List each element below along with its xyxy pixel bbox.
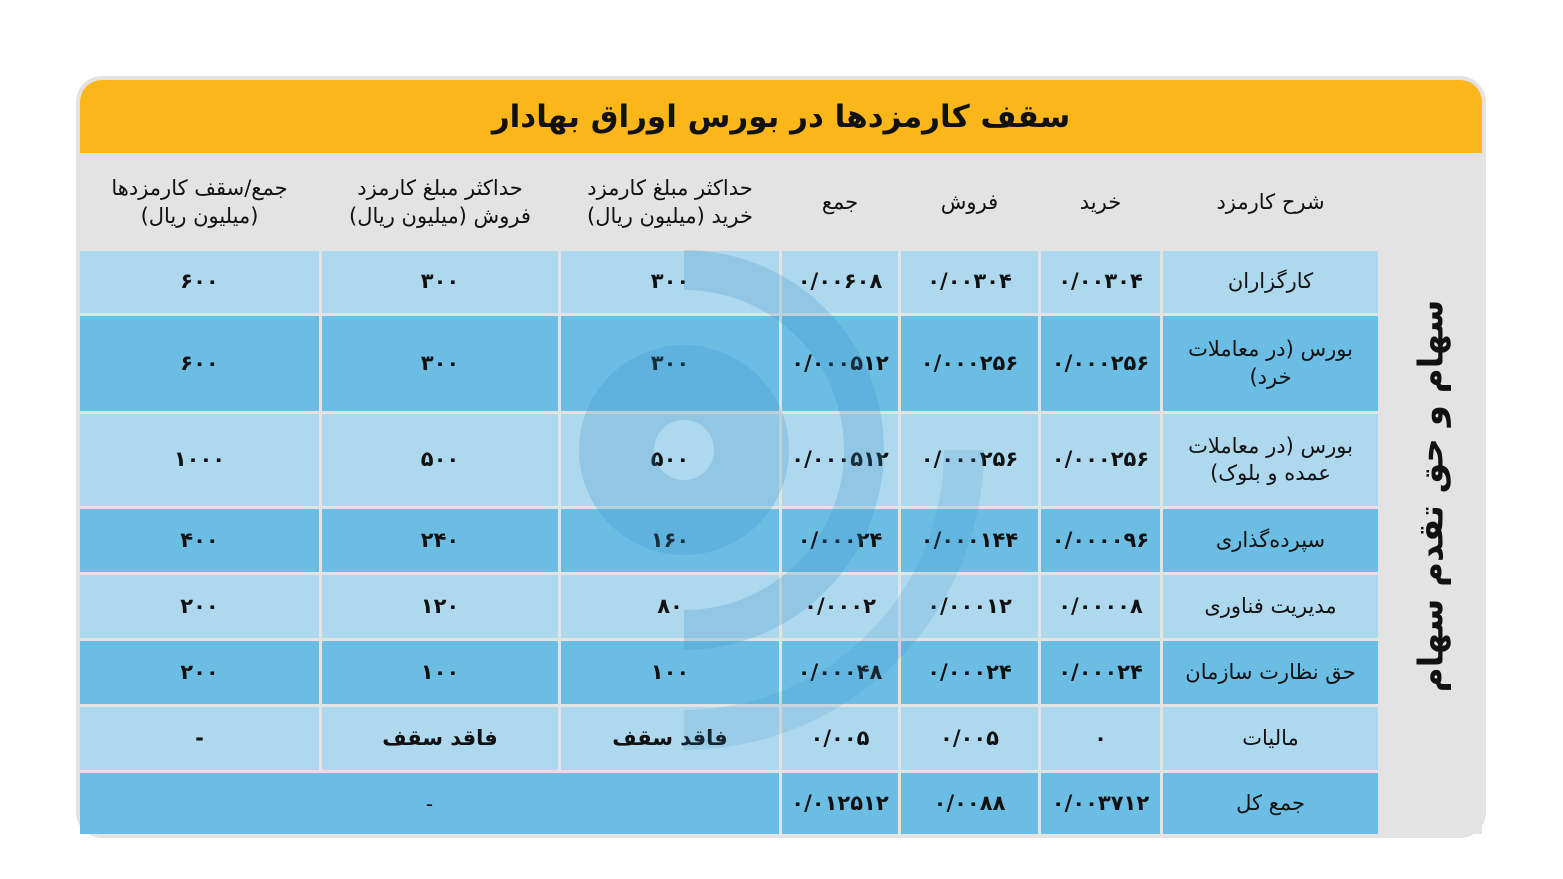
header-buy: خرید <box>1041 157 1160 248</box>
total-sell: ۰/۰۰۸۸ <box>901 773 1038 834</box>
cell-cap-sum: ۶۰۰ <box>80 316 319 411</box>
cell-max-buy: فاقد سقف <box>561 707 779 770</box>
cell-sell: ۰/۰۰۰۱۴۴ <box>901 509 1038 572</box>
cell-max-buy: ۳۰۰ <box>561 251 779 313</box>
title-bar <box>80 80 1482 153</box>
cell-cap-sum: ۶۰۰ <box>80 251 319 313</box>
cell-desc: حق نظارت سازمان <box>1163 641 1378 704</box>
cell-sum: ۰/۰۰۰۴۸ <box>782 641 898 704</box>
cell-sell: ۰/۰۰۰۲۵۶ <box>901 414 1038 506</box>
side-category <box>1381 157 1482 834</box>
cell-sum: ۰/۰۰۰۲ <box>782 575 898 638</box>
cell-max-sell: ۲۴۰ <box>322 509 558 572</box>
cell-sum: ۰/۰۰۵ <box>782 707 898 770</box>
cell-sum: ۰/۰۰۰۲۴ <box>782 509 898 572</box>
cell-buy: ۰/۰۰۰۲۵۶ <box>1041 414 1160 506</box>
cell-max-sell: ۳۰۰ <box>322 251 558 313</box>
cell-desc: مالیات <box>1163 707 1378 770</box>
cell-max-sell: ۵۰۰ <box>322 414 558 506</box>
cell-desc: سپرده‌گذاری <box>1163 509 1378 572</box>
cell-sum: ۰/۰۰۶۰۸ <box>782 251 898 313</box>
header-cap-sum: جمع/سقف کارمزدها (میلیون ریال) <box>80 157 319 248</box>
cell-max-sell: ۱۲۰ <box>322 575 558 638</box>
cell-buy: ۰/۰۰۰۰۹۶ <box>1041 509 1160 572</box>
header-desc: شرح کارمزد <box>1163 157 1378 248</box>
cell-desc: بورس (در معاملات عمده و بلوک) <box>1163 414 1378 506</box>
side-category-label: سهام و حق تقدم سهام <box>1411 299 1452 692</box>
cell-sell: ۰/۰۰۰۱۲ <box>901 575 1038 638</box>
header-max-sell: حداکثر مبلغ کارمزد فروش (میلیون ریال) <box>322 157 558 248</box>
cell-cap-sum: ۴۰۰ <box>80 509 319 572</box>
cell-cap-sum: ۲۰۰ <box>80 575 319 638</box>
cell-max-buy: ۵۰۰ <box>561 414 779 506</box>
cell-buy: ۰/۰۰۰۲۴ <box>1041 641 1160 704</box>
cell-sell: ۰/۰۰۰۲۴ <box>901 641 1038 704</box>
cell-desc: کارگزاران <box>1163 251 1378 313</box>
table-title: سقف کارمزدها در بورس اوراق بهادار <box>491 98 1071 135</box>
total-label: جمع کل <box>1163 773 1378 834</box>
cell-sum: ۰/۰۰۰۵۱۲ <box>782 316 898 411</box>
cell-max-buy: ۸۰ <box>561 575 779 638</box>
cell-sum: ۰/۰۰۰۵۱۲ <box>782 414 898 506</box>
cell-sell: ۰/۰۰۵ <box>901 707 1038 770</box>
header-max-buy: حداکثر مبلغ کارمزد خرید (میلیون ریال) <box>561 157 779 248</box>
cell-max-buy: ۱۰۰ <box>561 641 779 704</box>
cell-cap-sum: ۱۰۰۰ <box>80 414 319 506</box>
cell-max-buy: ۱۶۰ <box>561 509 779 572</box>
cell-desc: بورس (در معاملات خرد) <box>1163 316 1378 411</box>
total-buy: ۰/۰۰۳۷۱۲ <box>1041 773 1160 834</box>
header-sum: جمع <box>782 157 898 248</box>
cell-cap-sum: - <box>80 707 319 770</box>
cell-buy: ۰ <box>1041 707 1160 770</box>
cell-desc: مدیریت فناوری <box>1163 575 1378 638</box>
cell-max-sell: فاقد سقف <box>322 707 558 770</box>
cell-max-sell: ۱۰۰ <box>322 641 558 704</box>
cell-sell: ۰/۰۰۰۲۵۶ <box>901 316 1038 411</box>
cell-buy: ۰/۰۰۳۰۴ <box>1041 251 1160 313</box>
cell-sell: ۰/۰۰۳۰۴ <box>901 251 1038 313</box>
cell-max-buy: ۳۰۰ <box>561 316 779 411</box>
cell-max-sell: ۳۰۰ <box>322 316 558 411</box>
total-rest: - <box>80 773 779 834</box>
header-sell: فروش <box>901 157 1038 248</box>
cell-buy: ۰/۰۰۰۲۵۶ <box>1041 316 1160 411</box>
total-sum: ۰/۰۱۲۵۱۲ <box>782 773 898 834</box>
cell-buy: ۰/۰۰۰۰۸ <box>1041 575 1160 638</box>
cell-cap-sum: ۲۰۰ <box>80 641 319 704</box>
